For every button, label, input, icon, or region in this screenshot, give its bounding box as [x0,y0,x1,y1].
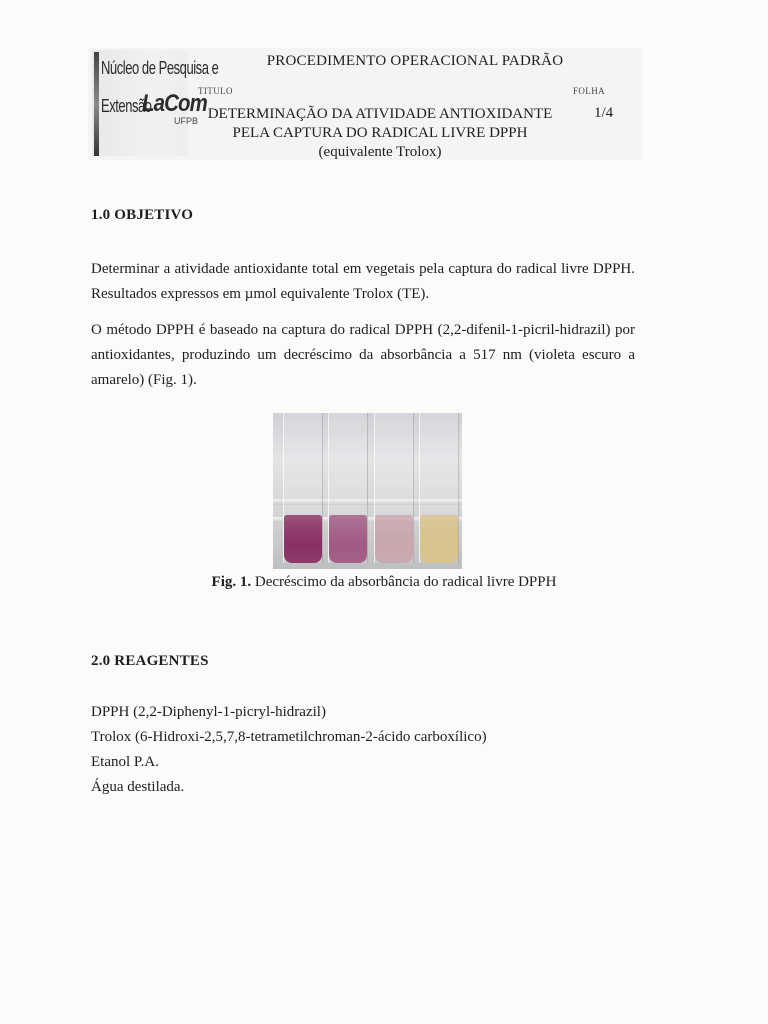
objetivo-paragraph-1: Determinar a atividade antioxidante total em vegetais pela captura do radical livre DPPH. Resultados expressos em µmol equivalente Trolox (TE). [91,261,635,302]
tube-liquid-4 [420,515,458,563]
section-heading-reagentes: 2.0 REAGENTES [91,653,209,669]
test-tube-1 [283,413,323,563]
logo-brand: LaCom [142,90,207,117]
tube-liquid-3 [375,515,413,563]
subtitle-line2: PELA CAPTURA DO RADICAL LIVRE DPPH [232,125,528,141]
figure-caption [0,574,768,591]
test-tube-4 [419,413,459,563]
tube-liquid-2 [329,515,367,563]
test-tube-3 [374,413,414,563]
objetivo-paragraph-2: O método DPPH é baseado na captura do radical DPPH (2,2-difenil-1-picril-hidrazil) por antioxidantes, produzindo um decréscimo da absorbância a 517 nm (violeta escuro a amarelo) (Fig. 1). [91,322,635,388]
logo-line2: Extensão [101,96,152,116]
caption-label: Fig. 1. [211,574,252,590]
reagent-item: Trolox (6-Hidroxi-2,5,7,8-tetrametilchroman-2-ácido carboxílico) [91,729,487,745]
logo-line1: Núcleo de Pesquisa e [101,58,219,78]
caption-text: Decréscimo da absorbância do radical livre DPPH [251,574,557,590]
page-number: 1/4 [594,105,614,121]
reagent-item: Água destilada. [91,779,185,795]
section-heading-objetivo: 1.0 OBJETIVO [91,207,194,223]
figure-dpph-tubes [273,413,462,569]
logo-bar [94,52,99,156]
subtitle-line1: DETERMINAÇÃO DA ATIVIDADE ANTIOXIDANTE [207,106,553,122]
reagent-item: Etanol P.A. [91,754,159,770]
procedure-title: PROCEDIMENTO OPERACIONAL PADRÃO [266,53,564,69]
reagent-item: DPPH (2,2-Diphenyl-1-picryl-hidrazil) [91,704,326,720]
titulo-label: TITULO [198,86,233,96]
document-subtitle [190,105,570,162]
subtitle-line3: (equivalente Trolox) [318,144,442,160]
test-tube-2 [328,413,368,563]
logo-sub: UFPB [174,116,199,126]
tube-liquid-1 [284,515,322,563]
folha-label: FOLHA [573,86,606,96]
